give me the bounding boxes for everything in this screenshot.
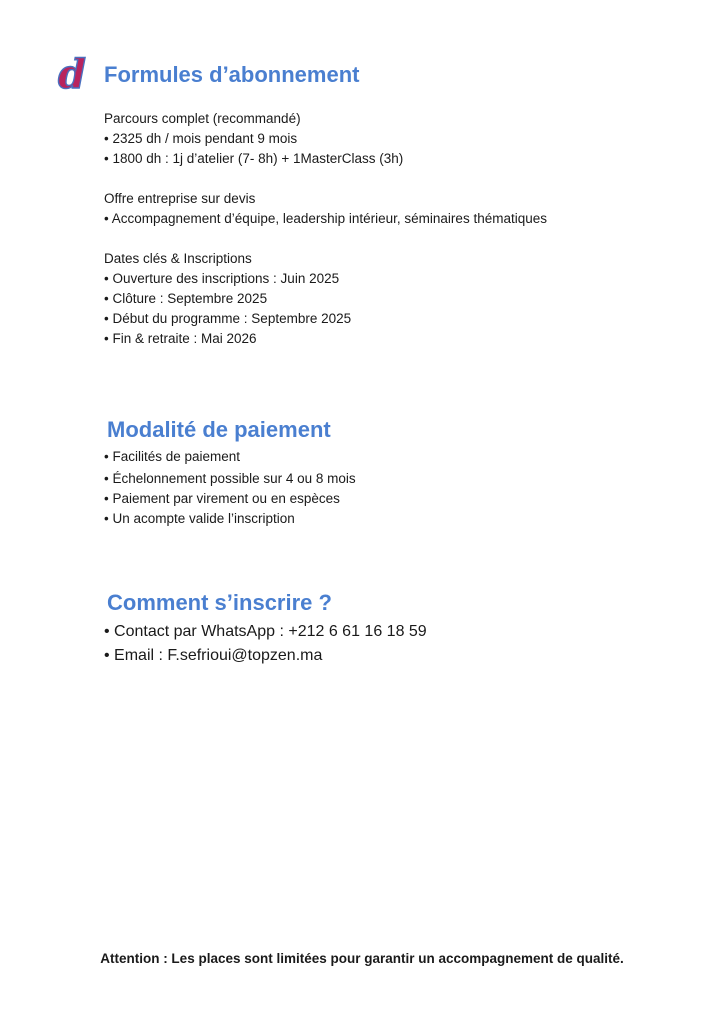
- list-item: • Accompagnement d’équipe, leadership intérieur, séminaires thématiques: [104, 209, 547, 229]
- group-heading-full-course: Parcours complet (recommandé): [104, 111, 301, 126]
- d-logo-icon: [56, 54, 90, 94]
- group-heading-dates: Dates clés & Inscriptions: [104, 251, 252, 266]
- list-item: • Un acompte valide l’inscription: [104, 509, 356, 529]
- whatsapp-contact: • Contact par WhatsApp : +212 6 61 16 18 59: [104, 620, 427, 644]
- footer-notice: Attention : Les places sont limitées pour garantir un accompagnement de qualité.: [100, 951, 624, 966]
- subscriptions-block: [104, 109, 547, 349]
- section-title-payment: Modalité de paiement: [107, 417, 331, 442]
- list-item: • Paiement par virement ou en espèces: [104, 489, 356, 509]
- list-item: • 1800 dh : 1j d’atelier (7- 8h) + 1MasterClass (3h): [104, 149, 547, 169]
- list-item: • Clôture : Septembre 2025: [104, 289, 547, 309]
- section-title-registration: Comment s’inscrire ?: [107, 590, 332, 615]
- list-item: • Début du programme : Septembre 2025: [104, 309, 547, 329]
- group-heading-enterprise: Offre entreprise sur devis: [104, 191, 256, 206]
- section-title-subscriptions: Formules d’abonnement: [104, 62, 360, 87]
- list-item: • 2325 dh / mois pendant 9 mois: [104, 129, 547, 149]
- list-item: • Ouverture des inscriptions : Juin 2025: [104, 269, 547, 289]
- payment-block: [104, 447, 356, 529]
- email-contact: • Email : F.sefrioui@topzen.ma: [104, 644, 427, 668]
- svg-text:d: d: [58, 54, 86, 94]
- registration-block: [104, 620, 427, 668]
- list-item: • Fin & retraite : Mai 2026: [104, 329, 547, 349]
- list-item: • Facilités de paiement: [104, 447, 356, 467]
- list-item: • Échelonnement possible sur 4 ou 8 mois: [104, 469, 356, 489]
